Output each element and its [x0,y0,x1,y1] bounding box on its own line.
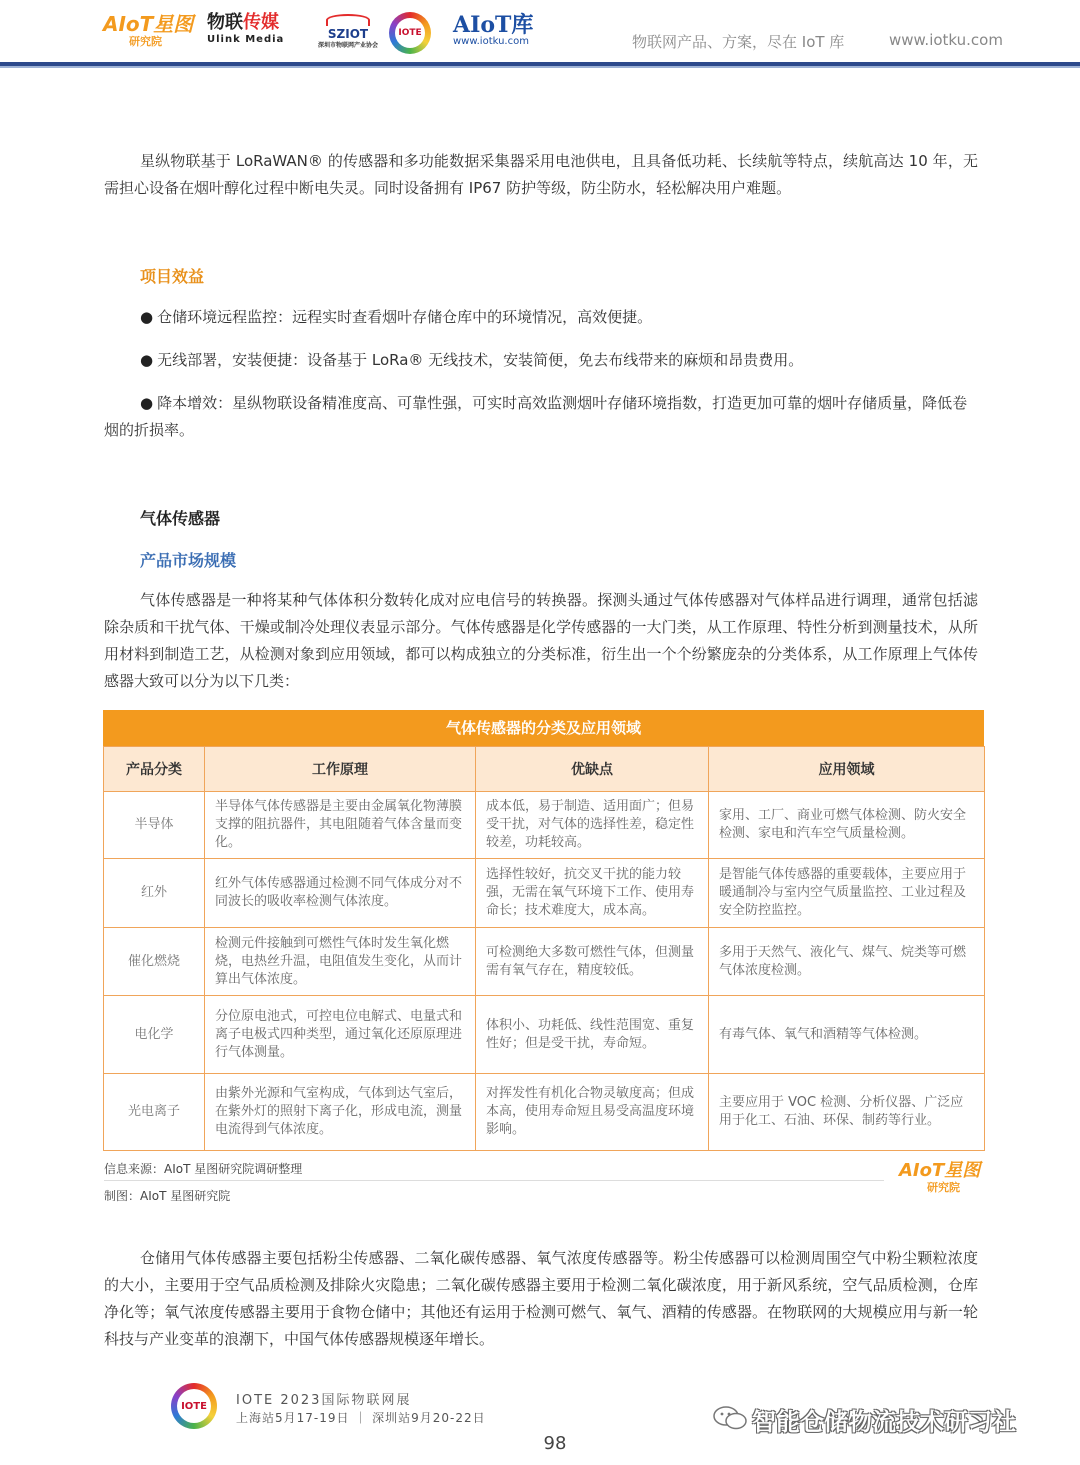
table-credit: 制图：AIoT 星图研究院 [104,1189,231,1203]
benefit-item [104,390,978,444]
iotku-logo-main: AIoT库 [453,12,534,38]
aiot-table-logo-sub: 研究院 [927,1181,960,1194]
header-site-url[interactable]: www.iotku.com [889,31,1003,49]
market-size-subheading: 产品市场规模 [140,551,237,570]
pros-cons-cell: 对挥发性有机化合物灵敏度高；但成本高，使用寿命短且易受高温度环境影响。 [476,1074,709,1151]
principle-cell: 分位原电池式，可控电位电解式、电量式和离子电极式四种类型，通过氧化还原原理进行气体测量。 [205,996,476,1074]
ulink-logo-b: 传媒 [243,12,279,33]
benefit-item [140,347,978,374]
pros-cons-cell: 成本低，易于制造、适用面广；但易受干扰，对气体的选择性差，稳定性较差，功耗较高。 [476,792,709,859]
table-row [104,792,985,859]
sziot-arc-icon [326,14,370,26]
page-header [0,0,1080,66]
ulink-logo-sub: Ulink Media [207,34,285,45]
category-cell: 电化学 [104,996,205,1074]
aiot-logo-sub: 研究院 [129,35,162,48]
application-cell: 主要应用于 VOC 检测、分析仪器、广泛应用于化工、石油、环保、制药等行业。 [709,1074,985,1151]
gas-sensor-paragraph: 气体传感器是一种将某种气体体积分数转化成对应电信号的转换器。探测头通过气体传感器对气体样品进行调理，通常包括滤除杂质和干扰气体、干燥或制冷处理仪表显示部分。气体传感器是化学传感器的一大门类，从工作原理、特性分析到测量技术，从所用材料到制造工艺，从检测对象到应用领域，都可以构成独立的分类标准，衍生出一个个纷繁庞杂的分类体系，从工作原理上气体传感器大致可以分为以下几类： [104,591,978,690]
header-cell: 产品分类 [104,747,205,792]
pros-cons-cell: 选择性较好，抗交叉干扰的能力较强，无需在氧气环境下工作、使用寿命长；技术难度大，成本高。 [476,859,709,928]
table-row [104,859,985,928]
header-divider-light [0,66,1080,68]
page-number: 98 [543,1433,567,1454]
expo-title: IOTE 2023国际物联网展 [236,1393,412,1408]
benefit-text: 仓储环境远程监控：远程实时查看烟叶存储仓库中的环境情况，高效便捷。 [157,308,653,326]
closing-paragraph: 仓储用气体传感器主要包括粉尘传感器、二氧化碳传感器、氧气浓度传感器等。粉尘传感器可以检测周围空气中粉尘颗粒浓度的大小，主要用于空气品质检测及排除火灾隐患；二氧化碳传感器主要用于检测二氧化碳浓度，用于新风系统，空气品质检测，仓库净化等；氧气浓度传感器主要用于食物仓储中；其他还有运用于检测可燃气、氧气、酒精的传感器。在物联网的大规模应用与新一轮科技与产业变革的浪潮下，中国气体传感器规模逐年增长。 [104,1249,978,1348]
category-cell: 催化燃烧 [104,928,205,996]
header-cell: 应用领域 [709,747,985,792]
gas-sensor-heading: 气体传感器 [140,509,221,528]
source-divider [104,1180,884,1181]
iote-logo [389,12,431,54]
header-cell: 优缺点 [476,747,709,792]
iote-footer-logo [171,1383,217,1429]
principle-cell: 由紫外光源和气室构成，气体到达气室后，在紫外灯的照射下离子化，形成电流，测量电流得到气体浓度。 [205,1074,476,1151]
benefit-text: 降本增效：星纵物联设备精准度高、可靠性强，可实时高效监测烟叶存储环境指数，打造更加可靠的烟叶存储质量，降低卷烟的折损率。 [104,394,968,439]
category-cell: 光电离子 [104,1074,205,1151]
category-cell: 红外 [104,859,205,928]
header-slogan: 物联网产品、方案，尽在 IoT 库 [632,33,845,51]
benefit-text: 无线部署，安装便捷：设备基于 LoRa® 无线技术，安装简便，免去布线带来的麻烦和昂贵费用。 [157,351,804,369]
classification-table [103,746,985,1151]
bullet-icon: ● [140,394,154,412]
application-cell: 是智能气体传感器的重要载体，主要应用于暖通制冷与室内空气质量监控、工业过程及安全防控监控。 [709,859,985,928]
principle-cell: 半导体气体传感器是主要由金属氧化物薄膜支撑的阻抗器件，其电阻随着气体含量而变化。 [205,792,476,859]
table-header-row [104,747,985,792]
aiot-table-logo-main: AIoT星图 [899,1160,981,1181]
pros-cons-cell: 可检测绝大多数可燃性气体，但测量需有氧气存在，精度较低。 [476,928,709,996]
principle-cell: 检测元件接触到可燃性气体时发生氧化燃烧，电热丝升温，电阻值发生变化，从而计算出气体浓度。 [205,928,476,996]
iotku-logo [453,14,533,47]
table-row [104,996,985,1074]
wechat-icon [712,1405,748,1431]
sziot-logo-main: SZIOT [327,27,369,41]
table-source: 信息来源：AIoT 星图研究院调研整理 [104,1162,303,1176]
ulink-logo-a: 物联 [207,12,243,33]
iote-logo-text: IOTE [395,18,425,48]
sziot-logo [318,14,378,49]
benefits-heading: 项目效益 [140,267,205,286]
benefit-item [140,304,978,331]
aiot-table-logo [899,1162,980,1193]
table-row [104,928,985,996]
header-cell: 工作原理 [205,747,476,792]
category-cell: 半导体 [104,792,205,859]
table-row [104,1074,985,1151]
watermark-text: 智能仓储物流技术研习社 [752,1408,1016,1436]
bullet-icon: ● [140,351,154,369]
principle-cell: 红外气体传感器通过检测不同气体成分对不同波长的吸收率检测气体浓度。 [205,859,476,928]
aiot-logo-main: AIoT星图 [103,12,194,36]
iote-footer-logo-text: IOTE [177,1389,211,1423]
intro-paragraph: 星纵物联基于 LoRaWAN® 的传感器和多功能数据采集器采用电池供电，且具备低功耗、长续航等特点，续航高达 10 年，无需担心设备在烟叶醇化过程中断电失灵。同时设备拥有 IP67 防护等级，防尘防水，轻松解决用户难题。 [104,152,978,197]
iotku-logo-sub: www.iotku.com [453,36,529,47]
application-cell: 有毒气体、氧气和酒精等气体检测。 [709,996,985,1074]
application-cell: 多用于天然气、液化气、煤气、烷类等可燃气体浓度检测。 [709,928,985,996]
application-cell: 家用、工厂、商业可燃气体检测、防火安全检测、家电和汽车空气质量检测。 [709,792,985,859]
bullet-icon: ● [140,308,154,326]
sziot-logo-sub: 深圳市物联网产业协会 [318,42,379,49]
pros-cons-cell: 体积小、功耗低、线性范围宽、重复性好；但是受干扰，寿命短。 [476,996,709,1074]
gas-sensor-table [103,710,984,1151]
expo-dates: 上海站5月17-19日 ｜ 深圳站9月20-22日 [236,1411,486,1425]
aiot-logo [103,14,193,47]
ulink-media-logo [207,14,284,45]
table-title: 气体传感器的分类及应用领域 [103,710,984,746]
